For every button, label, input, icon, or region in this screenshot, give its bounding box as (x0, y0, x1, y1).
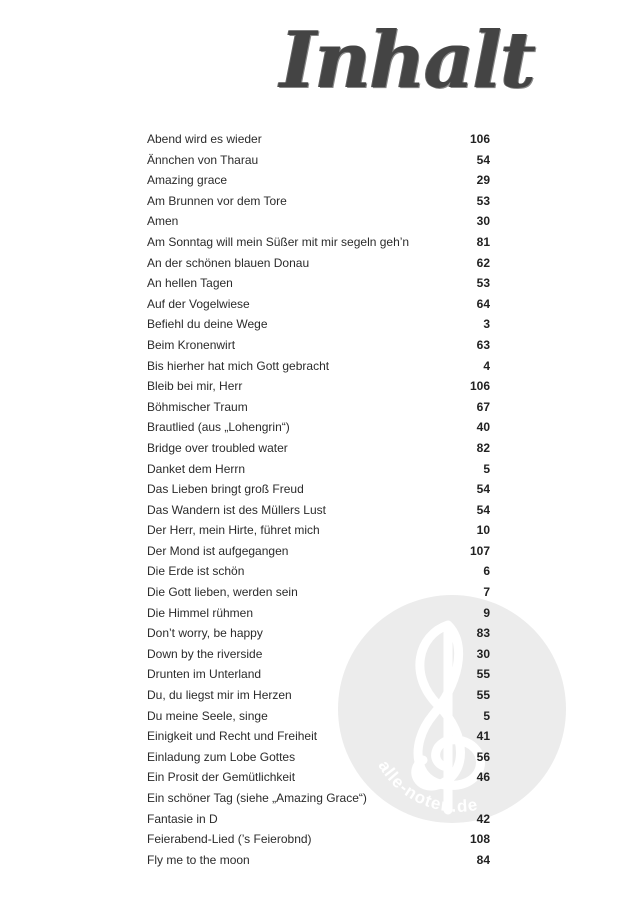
toc-entry (147, 603, 490, 624)
toc-entry-title: Einladung zum Lobe Gottes (147, 749, 296, 764)
toc-entry-page: 62 (476, 255, 490, 270)
toc-entry (147, 561, 490, 582)
toc-entry (147, 664, 490, 685)
toc-entry (147, 541, 490, 562)
toc-entry (147, 809, 490, 830)
toc-entry-page: 55 (476, 667, 490, 682)
toc-entry (147, 314, 490, 335)
toc-entry-title: Beim Kronenwirt (147, 337, 236, 352)
toc-entry (147, 520, 490, 541)
toc-entry-page: 84 (476, 852, 490, 867)
toc-entry (147, 726, 490, 747)
toc-entry-title: Down by the riverside (147, 646, 263, 661)
toc-entry (147, 129, 490, 150)
toc-entry (147, 356, 490, 377)
toc-entry-page: 30 (476, 646, 490, 661)
toc-entry-page: 64 (476, 296, 490, 311)
toc-entry-title: Befiehl du deine Wege (147, 317, 268, 332)
toc-entry (147, 211, 490, 232)
toc-entry-title: Drunten im Unterland (147, 667, 262, 682)
toc-entry-page: 82 (476, 440, 490, 455)
toc-entry-page: 106 (469, 132, 490, 146)
toc-entry (147, 747, 490, 768)
toc-entry-page: 29 (476, 173, 490, 188)
toc-entry (147, 644, 490, 665)
toc-entry (147, 438, 490, 459)
toc-entry-page: 42 (476, 811, 490, 826)
toc-entry (147, 253, 490, 274)
toc-entry-page: 107 (469, 543, 490, 558)
toc-entry-title: Du, du liegst mir im Herzen (147, 688, 292, 703)
table-of-contents (147, 129, 490, 870)
toc-entry-title: Ännchen von Tharau (147, 152, 259, 167)
watermark-text: alle-noten.de (374, 756, 480, 816)
toc-entry (147, 294, 490, 315)
toc-entry-title: Bis hierher hat mich Gott gebracht (147, 358, 330, 373)
toc-entry-title: Einigkeit und Recht und Freiheit (147, 729, 318, 744)
toc-entry-page: 30 (476, 214, 490, 229)
toc-entry-page: 9 (483, 605, 490, 620)
toc-entry-title: An hellen Tagen (147, 276, 233, 291)
toc-entry (147, 191, 490, 212)
toc-entry-title: Ein Prosit der Gemütlichkeit (147, 770, 296, 785)
toc-entry-page: 53 (476, 193, 490, 208)
toc-entry (147, 767, 490, 788)
toc-entry-title: Böhmischer Traum (147, 399, 248, 414)
toc-entry-title: Das Lieben bringt groß Freud (147, 482, 304, 497)
toc-entry-title: Fly me to the moon (147, 852, 250, 867)
toc-entry-page: 6 (483, 564, 490, 579)
toc-entry-page: 7 (483, 585, 490, 600)
toc-entry (147, 170, 490, 191)
toc-entry-page: 55 (476, 688, 490, 703)
toc-entry-title: Der Mond ist aufgegangen (147, 543, 289, 558)
toc-entry-title: Der Herr, mein Hirte, führet mich (147, 523, 320, 538)
toc-entry-page: 5 (483, 461, 490, 476)
toc-entry (147, 335, 490, 356)
toc-entry (147, 417, 490, 438)
toc-entry-title: An der schönen blauen Donau (147, 255, 310, 270)
toc-entry (147, 623, 490, 644)
toc-entry-page: 67 (476, 399, 490, 414)
toc-entry-title: Das Wandern ist des Müllers Lust (147, 502, 326, 517)
toc-entry-title: Amen (147, 214, 179, 229)
toc-entry-page: 40 (476, 420, 490, 435)
toc-entry (147, 706, 490, 727)
toc-entry (147, 150, 490, 171)
toc-entry-title: Brautlied (aus „Lohengrin“) (147, 420, 290, 435)
toc-entry-page: 41 (476, 729, 490, 744)
toc-entry (147, 479, 490, 500)
toc-entry-title: Am Brunnen vor dem Tore (147, 193, 287, 208)
toc-entry-page: 63 (476, 337, 490, 352)
toc-entry-page: 53 (476, 276, 490, 291)
toc-entry (147, 273, 490, 294)
toc-entry-title: Ein schöner Tag (siehe „Amazing Grace“) (147, 791, 367, 805)
toc-entry-title: Bridge over troubled water (147, 440, 288, 455)
toc-entry-title: Du meine Seele, singe (147, 708, 268, 723)
toc-entry (147, 829, 490, 850)
toc-entry-title: Don’t worry, be happy (147, 626, 263, 641)
toc-entry-title: Feierabend-Lied (’s Feierobnd) (147, 832, 312, 847)
toc-entry-title: Bleib bei mir, Herr (147, 379, 243, 394)
toc-entry (147, 582, 490, 603)
toc-entry-page: 83 (476, 626, 490, 641)
toc-entry-page: 108 (469, 832, 490, 847)
toc-entry-page: 54 (476, 482, 490, 497)
toc-entry (147, 788, 490, 809)
toc-entry (147, 459, 490, 480)
toc-entry-page: 10 (476, 523, 490, 538)
toc-entry-title: Abend wird es wieder (147, 132, 262, 146)
toc-entry-title: Auf der Vogelwiese (147, 296, 250, 311)
toc-entry-page: 54 (476, 152, 490, 167)
toc-entry (147, 376, 490, 397)
toc-entry-page: 54 (476, 502, 490, 517)
toc-entry-page: 81 (476, 234, 490, 249)
toc-entry-page: 46 (476, 770, 490, 785)
toc-entry-page: 56 (476, 749, 490, 764)
toc-entry-title: Danket dem Herrn (147, 461, 246, 476)
toc-entry (147, 397, 490, 418)
toc-entry-title: Amazing grace (147, 173, 228, 188)
toc-entry (147, 500, 490, 521)
toc-entry-title: Die Himmel rühmen (147, 605, 254, 620)
page-title: Inhalt (280, 15, 535, 106)
toc-entry (147, 685, 490, 706)
toc-entry-page: 5 (483, 708, 490, 723)
toc-entry-page: 4 (483, 358, 490, 373)
toc-entry-title: Die Erde ist schön (147, 564, 245, 579)
toc-entry-title: Die Gott lieben, werden sein (147, 585, 298, 600)
toc-entry (147, 850, 490, 871)
toc-entry-title: Fantasie in D (147, 811, 218, 826)
toc-entry-page: 106 (469, 379, 490, 394)
toc-entry-page: 3 (483, 317, 490, 332)
toc-entry-title: Am Sonntag will mein Süßer mit mir segeln geh’n (147, 234, 410, 249)
toc-entry (147, 232, 490, 253)
